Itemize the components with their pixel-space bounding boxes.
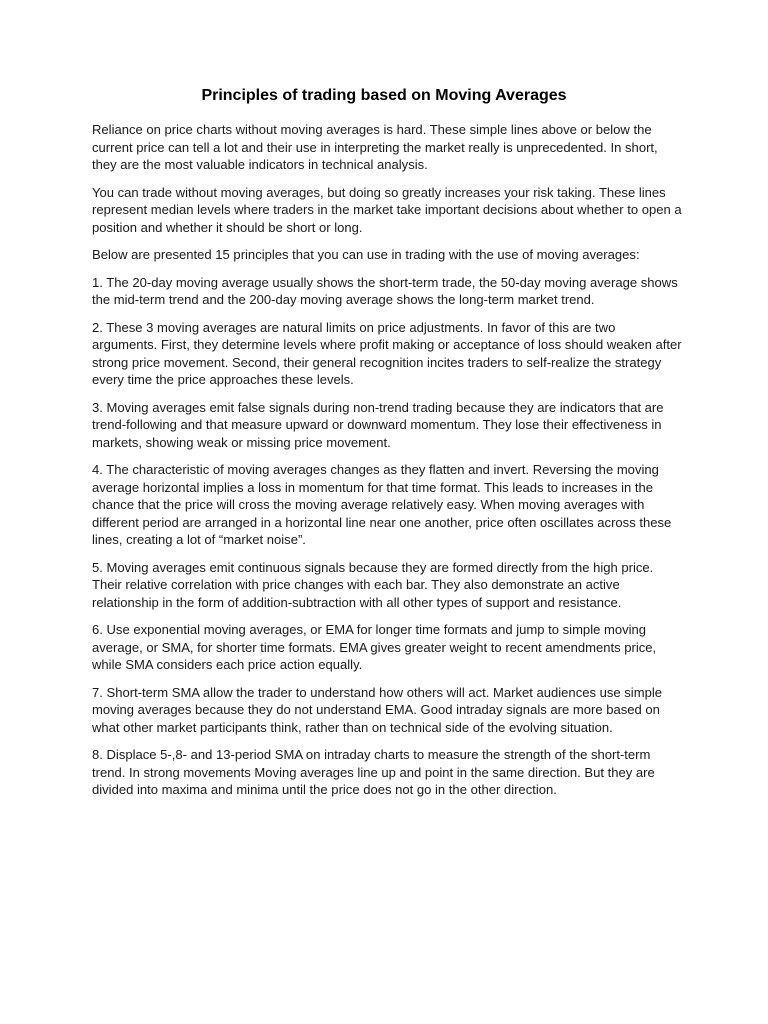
principle-2-paragraph: 2. These 3 moving averages are natural limits on price adjustments. In favor of this are two arguments. First, they determine levels where profit making or acceptance of loss should weaken after strong price movement. Second, their general recognition incites traders to self-realize the strategy every time the price approaches these levels. [92, 319, 682, 387]
principle-1-paragraph: 1. The 20-day moving average usually shows the short-term trade, the 50-day moving average shows the mid-term trend and the 200-day moving average shows the long-term market trend. [92, 274, 678, 307]
intro-paragraph-1: Reliance on price charts without moving averages is hard. These simple lines above or below the current price can tell a lot and their use in interpreting the market really is unprecedented. In short, they are the most valuable indicators in technical analysis. [92, 122, 658, 172]
principle-4-paragraph: 4. The characteristic of moving averages changes as they flatten and invert. Reversing the moving average horizontal implies a loss in momentum for that time format. This leads to increases in the chance that the price will cross the moving average relatively easy. When moving averages with different period are arranged in a horizontal line near one another, price often oscillates across these lines, creating a lot of “market noise”. [92, 462, 672, 547]
intro-paragraph-2: You can trade without moving averages, but doing so greatly increases your risk taking. These lines represent median levels where traders in the market take important decisions about whether to open a position and whether it should be short or long. [92, 184, 682, 235]
document-body [92, 121, 684, 809]
principle-3-paragraph: 3. Moving averages emit false signals during non-trend trading because they are indicators that are trend-following and that measure upward or downward momentum. They lose their effectiveness in markets, showing weak or missing price movement. [92, 399, 664, 450]
principle-6-paragraph: 6. Use exponential moving averages, or EMA for longer time formats and jump to simple moving average, or SMA, for shorter time formats. EMA gives greater weight to recent amendments price, while SMA considers each price action equally. [92, 622, 657, 672]
intro-paragraph-3: Below are presented 15 principles that you can use in trading with the use of moving averages: [92, 247, 640, 262]
document-title: Principles of trading based on Moving Averages [201, 87, 567, 104]
principle-5-paragraph: 5. Moving averages emit continuous signals because they are formed directly from the high price. Their relative correlation with price changes with each bar. They also demonstrate an active relationship in the form of addition-subtraction with all other types of support and resistance. [92, 559, 654, 610]
principle-8-paragraph: 8. Displace 5-,8- and 13-period SMA on intraday charts to measure the strength of the short-term trend. In strong movements Moving averages line up and point in the same direction. But they are divided into maxima and minima until the price does not go in the other direction. [92, 747, 655, 797]
principle-7-paragraph: 7. Short-term SMA allow the trader to understand how others will act. Market audiences use simple moving averages because they do not understand EMA. Good intraday signals are more based on what other market participants think, rather than on technical side of the evolving situation. [92, 684, 662, 735]
